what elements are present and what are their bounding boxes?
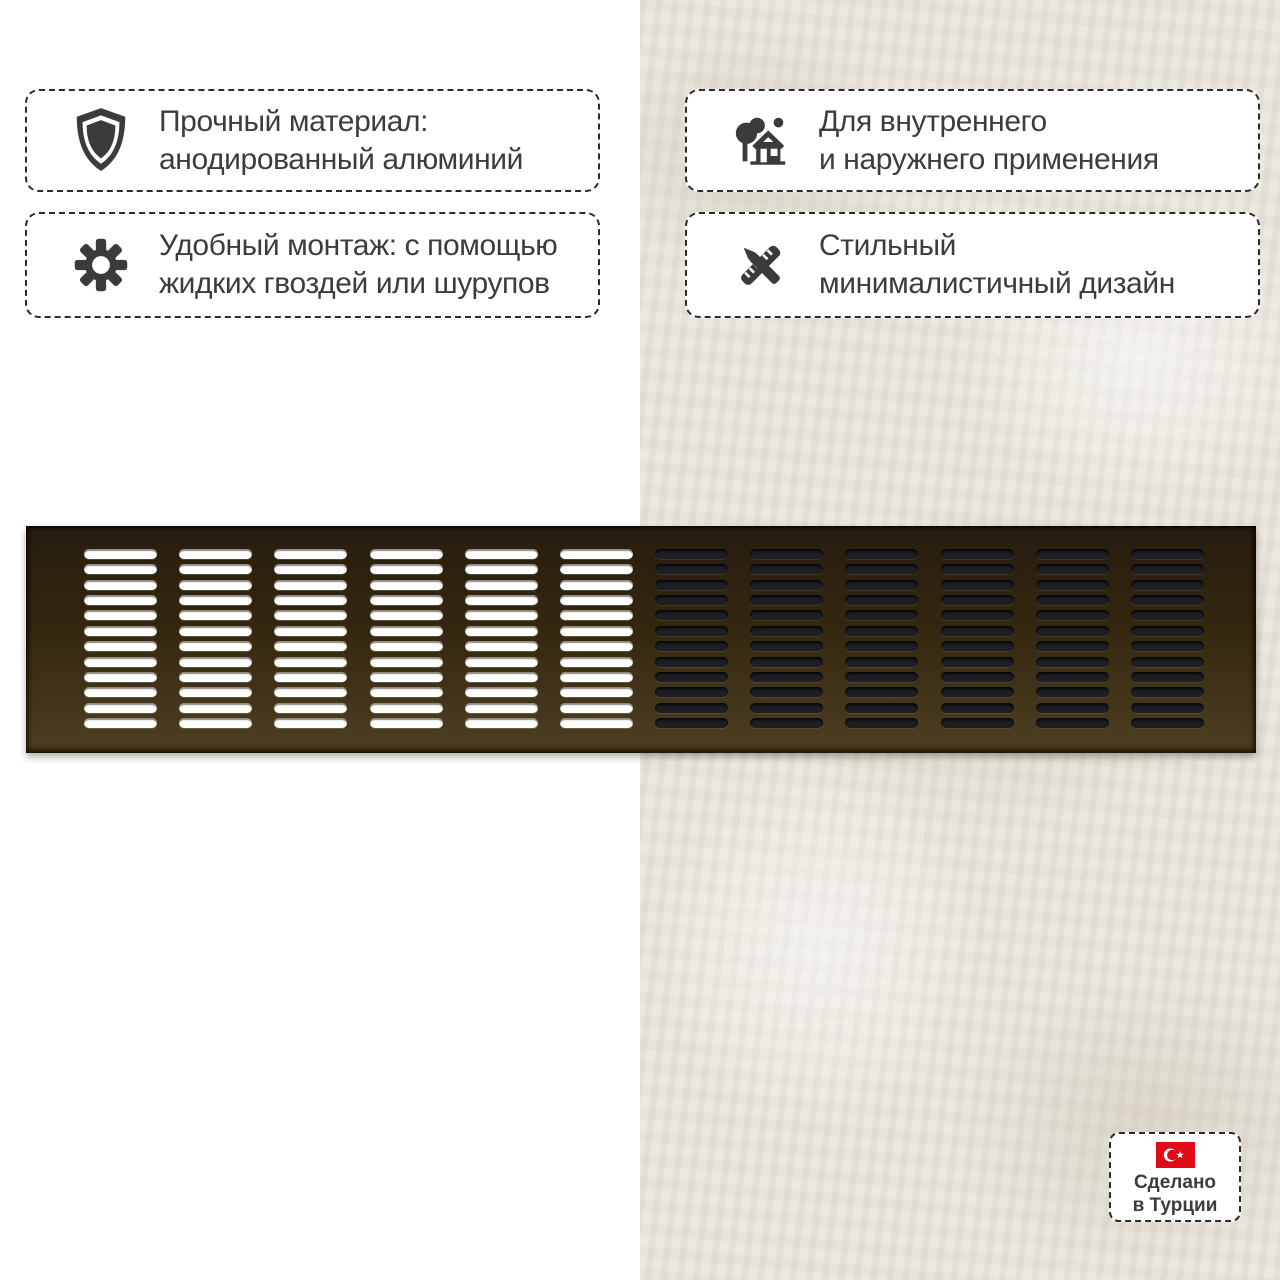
vent-slot-dark (750, 564, 823, 574)
vent-slot-dark (845, 718, 918, 728)
vent-slot-light (274, 718, 347, 728)
vent-slot-dark (1131, 641, 1204, 651)
grille-slots (84, 549, 1204, 728)
vent-slot-light (465, 595, 538, 605)
vent-slot-light (179, 672, 252, 682)
feature-line: и наружнего применения (819, 142, 1159, 176)
vent-slot-light (274, 687, 347, 697)
vent-slot-light (179, 580, 252, 590)
vent-slot-dark (941, 626, 1014, 636)
vent-slot-dark (845, 672, 918, 682)
grille-slot-column (560, 549, 633, 728)
vent-slot-light (274, 703, 347, 713)
vent-slot-dark (655, 595, 728, 605)
vent-slot-light (179, 657, 252, 667)
feature-text (159, 103, 523, 179)
feature-line: Стильный (819, 229, 956, 262)
vent-slot-light (370, 564, 443, 574)
vent-slot-light (465, 641, 538, 651)
vent-slot-light (274, 595, 347, 605)
vent-slot-light (465, 626, 538, 636)
vent-slot-light (465, 549, 538, 559)
feature-line: Прочный материал: (159, 104, 429, 138)
grille-slot-column (370, 549, 443, 728)
vent-slot-light (179, 641, 252, 651)
vent-slot-light (465, 718, 538, 728)
vent-slot-dark (750, 641, 823, 651)
feature-line: анодированный алюминий (159, 142, 524, 176)
vent-slot-dark (750, 595, 823, 605)
vent-slot-light (560, 564, 633, 574)
grille-slot-column (845, 549, 918, 728)
vent-slot-light (84, 564, 157, 574)
vent-slot-dark (1036, 703, 1109, 713)
vent-slot-light (560, 718, 633, 728)
vent-slot-dark (1036, 610, 1109, 620)
vent-slot-light (84, 718, 157, 728)
vent-slot-dark (845, 641, 918, 651)
vent-slot-dark (941, 549, 1014, 559)
vent-slot-dark (845, 687, 918, 697)
vent-slot-dark (1036, 626, 1109, 636)
vent-slot-dark (655, 641, 728, 651)
grille-slot-column (179, 549, 252, 728)
vent-slot-light (84, 610, 157, 620)
vent-slot-light (465, 580, 538, 590)
vent-slot-dark (941, 687, 1014, 697)
vent-slot-dark (750, 580, 823, 590)
made-in-line: в Турции (1132, 1195, 1218, 1216)
vent-slot-dark (845, 703, 918, 713)
vent-slot-dark (845, 657, 918, 667)
vent-slot-light (274, 626, 347, 636)
turkey-flag-icon (1154, 1142, 1197, 1168)
vent-slot-light (370, 672, 443, 682)
vent-slot-light (84, 626, 157, 636)
vent-slot-dark (1131, 564, 1204, 574)
vent-slot-dark (941, 718, 1014, 728)
vent-slot-dark (1036, 641, 1109, 651)
vent-slot-light (560, 595, 633, 605)
grille-slot-column (465, 549, 538, 728)
vent-slot-dark (1036, 687, 1109, 697)
grille-slot-column (274, 549, 347, 728)
vent-slot-dark (750, 549, 823, 559)
grille-slot-column (750, 549, 823, 728)
feature-text (159, 227, 557, 303)
vent-slot-dark (655, 672, 728, 682)
vent-slot-dark (845, 595, 918, 605)
vent-slot-dark (750, 610, 823, 620)
vent-slot-dark (655, 718, 728, 728)
vent-slot-light (84, 672, 157, 682)
grille-slot-column (941, 549, 1014, 728)
vent-slot-dark (845, 626, 918, 636)
vent-slot-light (84, 703, 157, 713)
vent-slot-light (370, 580, 443, 590)
vent-slot-dark (941, 703, 1014, 713)
feature-line: минималистичный дизайн (819, 267, 1175, 300)
made-in-label (1133, 1171, 1218, 1217)
vent-slot-dark (655, 549, 728, 559)
vent-slot-light (465, 703, 538, 713)
vent-slot-dark (845, 580, 918, 590)
feature-line: жидких гвоздей или шурупов (159, 267, 550, 300)
vent-slot-light (560, 626, 633, 636)
vent-slot-dark (1131, 703, 1204, 713)
vent-slot-light (274, 641, 347, 651)
vent-slot-light (84, 641, 157, 651)
vent-slot-dark (1036, 549, 1109, 559)
vent-slot-dark (941, 580, 1014, 590)
vent-slot-dark (845, 564, 918, 574)
vent-slot-dark (655, 564, 728, 574)
ventilation-grille (26, 526, 1256, 753)
vent-slot-dark (1036, 672, 1109, 682)
vent-slot-light (370, 657, 443, 667)
feature-line: Для внутреннего (819, 104, 1047, 138)
vent-slot-light (84, 580, 157, 590)
vent-slot-dark (1131, 657, 1204, 667)
vent-slot-light (179, 626, 252, 636)
vent-slot-light (465, 687, 538, 697)
vent-slot-dark (941, 657, 1014, 667)
vent-slot-dark (1036, 718, 1109, 728)
vent-slot-light (84, 595, 157, 605)
vent-slot-dark (941, 641, 1014, 651)
vent-slot-dark (941, 564, 1014, 574)
feature-text (819, 227, 1175, 303)
feature-text (819, 103, 1159, 179)
vent-slot-dark (941, 672, 1014, 682)
vent-slot-dark (1131, 626, 1204, 636)
made-in-line: Сделано (1133, 1172, 1217, 1193)
vent-slot-light (179, 703, 252, 713)
house-nature-icon (727, 112, 795, 170)
vent-slot-dark (1036, 580, 1109, 590)
vent-slot-light (84, 687, 157, 697)
vent-slot-dark (655, 580, 728, 590)
grille-slot-column (1036, 549, 1109, 728)
feature-box-mounting (25, 212, 600, 318)
vent-slot-light (179, 718, 252, 728)
vent-slot-light (560, 657, 633, 667)
vent-slot-light (560, 687, 633, 697)
vent-slot-light (465, 564, 538, 574)
vent-slot-dark (1036, 657, 1109, 667)
vent-slot-light (465, 657, 538, 667)
vent-slot-dark (1131, 718, 1204, 728)
vent-slot-light (274, 549, 347, 559)
feature-box-material (25, 89, 600, 192)
vent-slot-light (179, 610, 252, 620)
vent-slot-dark (750, 687, 823, 697)
vent-slot-light (274, 610, 347, 620)
grille-slot-column (655, 549, 728, 728)
vent-slot-light (560, 672, 633, 682)
vent-slot-dark (941, 595, 1014, 605)
vent-slot-light (370, 549, 443, 559)
feature-box-application (685, 89, 1260, 192)
grille-slot-column (1131, 549, 1204, 728)
vent-slot-dark (750, 626, 823, 636)
shield-icon (67, 106, 135, 176)
pencil-ruler-icon (727, 236, 795, 294)
vent-slot-light (370, 626, 443, 636)
feature-line: Удобный монтаж: с помощью (159, 229, 558, 262)
vent-slot-dark (845, 549, 918, 559)
vent-slot-light (370, 641, 443, 651)
vent-slot-dark (1131, 610, 1204, 620)
vent-slot-light (560, 641, 633, 651)
grille-slot-column (84, 549, 157, 728)
vent-slot-light (370, 595, 443, 605)
vent-slot-dark (655, 703, 728, 713)
vent-slot-light (370, 687, 443, 697)
vent-slot-dark (1131, 549, 1204, 559)
vent-slot-light (84, 549, 157, 559)
vent-slot-dark (750, 703, 823, 713)
vent-slot-light (179, 564, 252, 574)
vent-slot-dark (1131, 687, 1204, 697)
vent-slot-light (465, 672, 538, 682)
vent-slot-dark (1131, 595, 1204, 605)
vent-slot-dark (750, 718, 823, 728)
vent-slot-dark (1036, 595, 1109, 605)
vent-slot-light (84, 657, 157, 667)
vent-slot-light (560, 549, 633, 559)
vent-slot-dark (655, 626, 728, 636)
vent-slot-dark (1131, 672, 1204, 682)
vent-slot-dark (1036, 564, 1109, 574)
vent-slot-light (179, 595, 252, 605)
vent-slot-dark (655, 687, 728, 697)
feature-box-design (685, 212, 1260, 318)
vent-slot-light (560, 703, 633, 713)
vent-slot-dark (941, 610, 1014, 620)
vent-slot-dark (750, 657, 823, 667)
vent-slot-light (370, 703, 443, 713)
vent-slot-dark (655, 610, 728, 620)
vent-slot-light (560, 580, 633, 590)
vent-slot-dark (845, 610, 918, 620)
vent-slot-dark (655, 657, 728, 667)
vent-slot-light (274, 580, 347, 590)
vent-slot-light (274, 564, 347, 574)
gear-icon (67, 235, 135, 295)
vent-slot-light (274, 672, 347, 682)
vent-slot-light (179, 549, 252, 559)
vent-slot-dark (1131, 580, 1204, 590)
vent-slot-light (274, 657, 347, 667)
made-in-turkey-badge (1109, 1132, 1241, 1222)
vent-slot-light (560, 610, 633, 620)
vent-slot-light (179, 687, 252, 697)
vent-slot-light (465, 610, 538, 620)
vent-slot-light (370, 610, 443, 620)
vent-slot-light (370, 718, 443, 728)
vent-slot-dark (750, 672, 823, 682)
